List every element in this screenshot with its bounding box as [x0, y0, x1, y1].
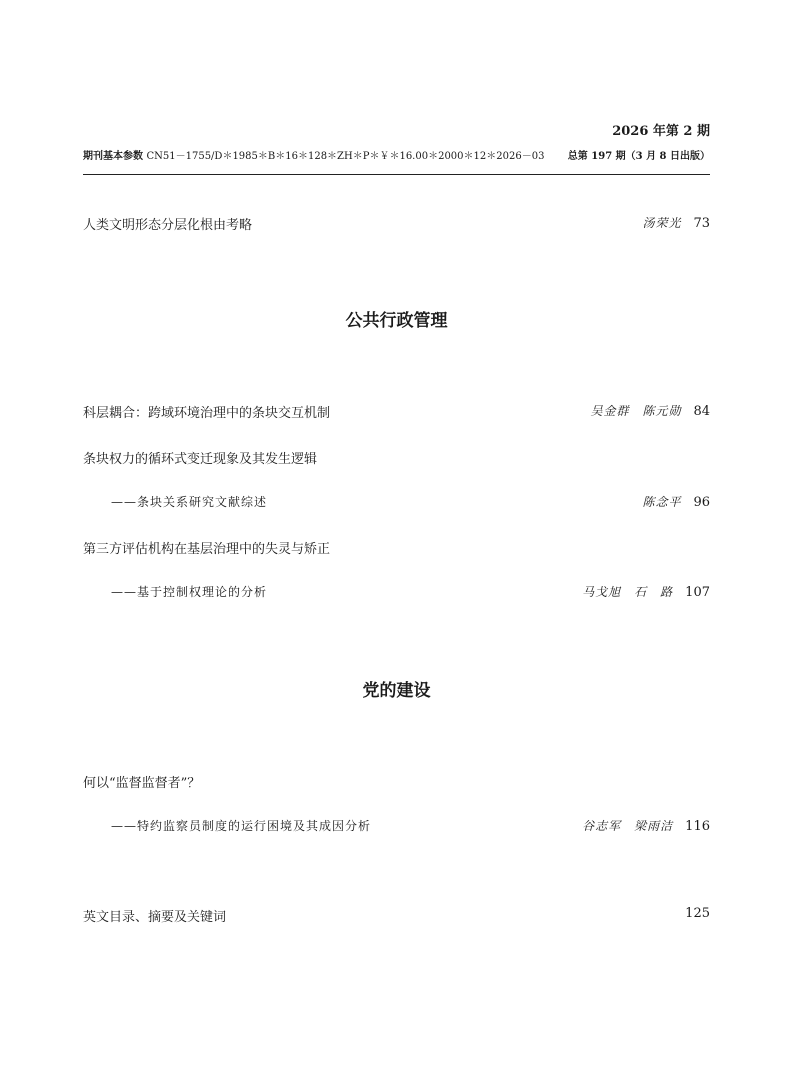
total-issue: 总第 197 期（3 月 8 日出版）: [567, 151, 710, 162]
entry-subtitle: ——条块关系研究文献综述: [111, 495, 268, 509]
entry-page: 107: [685, 585, 710, 600]
entry-page: 96: [693, 495, 710, 510]
entry-author: 吴金群 陈元勋: [590, 404, 682, 418]
issue-number: 2026 年第 2 期: [612, 124, 710, 139]
entry-author: 汤荣光: [642, 216, 682, 230]
entry-title: 科层耦合：跨域环境治理中的条块交互机制: [83, 406, 331, 421]
entry-page: 125: [685, 906, 710, 921]
header-rule: [83, 174, 710, 175]
section-heading-public-admin: 公共行政管理: [345, 311, 448, 331]
entry-title: 英文目录、摘要及关键词: [83, 910, 227, 925]
journal-params-value: CN51－1755/D＊1985＊B＊16＊128＊ZH＊P＊￥＊16.00＊2000＊12＊2026－03: [146, 151, 545, 162]
entry-title: 何以“监督监督者”？: [83, 776, 201, 791]
entry-page: 116: [685, 819, 710, 834]
entry-title: 条块权力的循环式变迁现象及其发生逻辑: [83, 452, 318, 467]
entry-author: 谷志军 梁雨洁: [582, 819, 674, 833]
journal-params-label: 期刊基本参数: [83, 151, 143, 162]
entry-subtitle: ——基于控制权理论的分析: [111, 585, 268, 599]
section-heading-party-building: 党的建设: [362, 681, 431, 701]
toc-entry[interactable]: [83, 402, 710, 422]
entry-author: 马戈旭 石 路: [582, 585, 674, 599]
toc-entry[interactable]: [83, 214, 710, 234]
entry-author: 陈念平: [642, 495, 682, 509]
entry-subtitle: ——特约监察员制度的运行困境及其成因分析: [111, 819, 372, 833]
entry-title: 第三方评估机构在基层治理中的失灵与矫正: [83, 542, 331, 557]
toc-entry[interactable]: [83, 538, 710, 558]
toc-entry[interactable]: [83, 448, 710, 468]
entry-page: 73: [693, 216, 710, 231]
entry-page: 84: [693, 404, 710, 419]
journal-params: [83, 147, 544, 162]
entry-title: 人类文明形态分层化根由考略: [83, 218, 253, 233]
toc-entry[interactable]: [83, 772, 710, 792]
toc-entry-subtitle[interactable]: [83, 493, 710, 513]
toc-entry-subtitle[interactable]: [83, 583, 710, 603]
toc-entry[interactable]: [83, 906, 710, 926]
toc-entry-subtitle[interactable]: [83, 817, 710, 837]
